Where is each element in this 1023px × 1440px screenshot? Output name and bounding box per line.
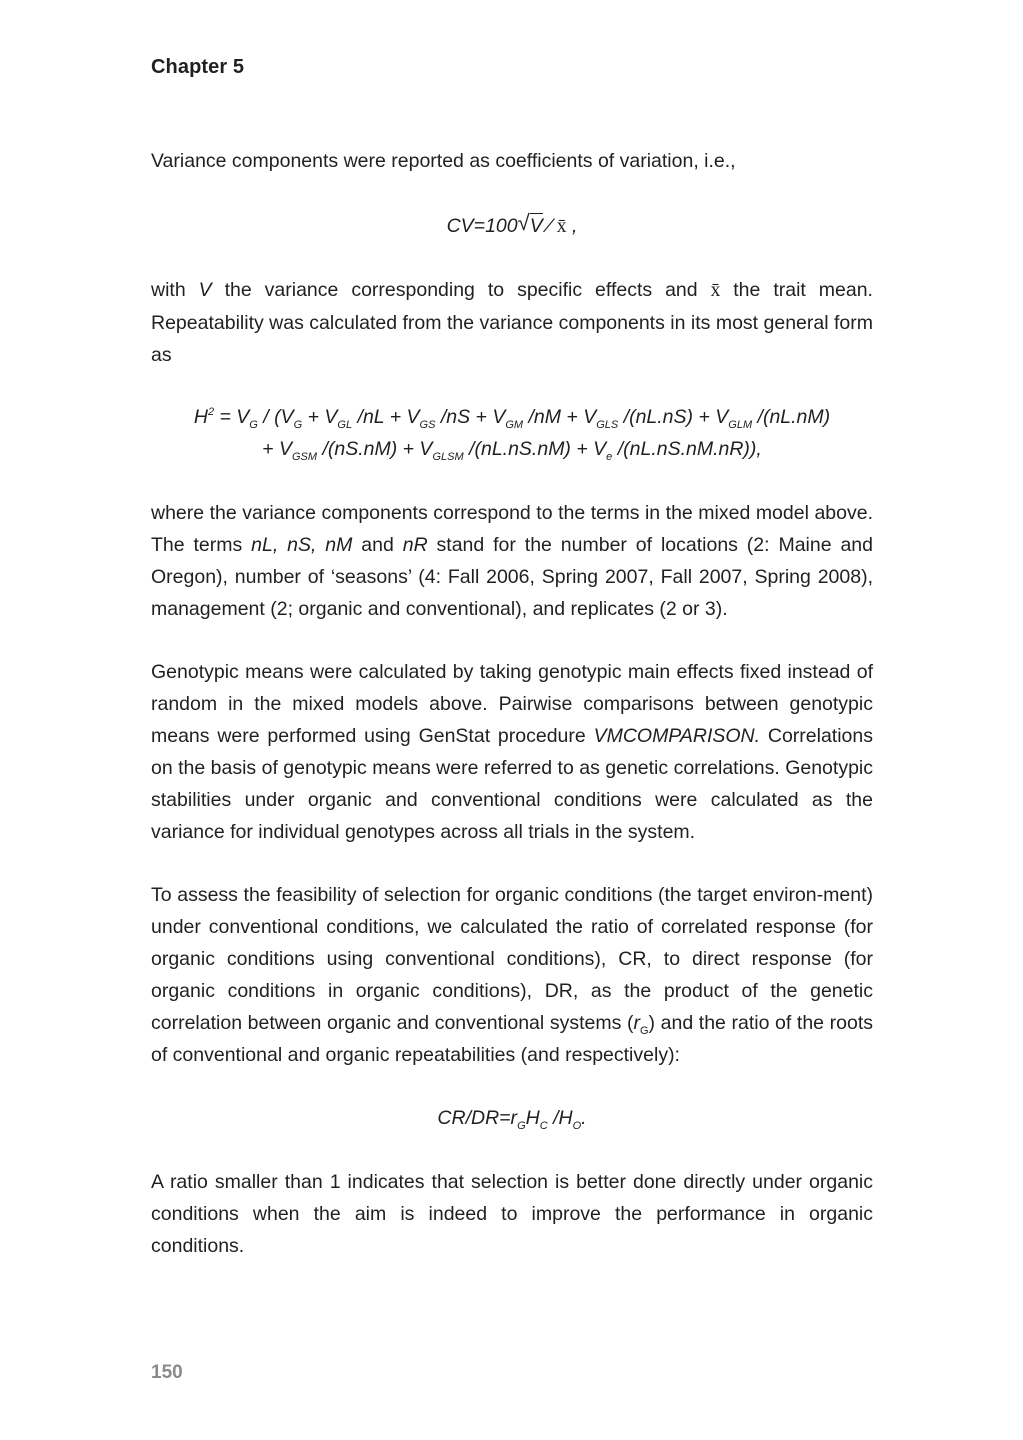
paragraph-variance-definition: [151, 274, 873, 371]
p3-text-3: stand for the number of locations (2: Maine and Oregon), number of ‘seasons’ (4: Fall 2006, Spring 2007, Fall 2007, Spring 2008), management (2; organic and conventional), and replicates (2 or 3).: [151, 534, 873, 620]
p5-text-1: To assess the feasibility of selection for organic conditions (the target environ-ment) under conventional conditions, we calculated the ratio of correlated response (for organic conditions using conventional conditions), CR, to direct response (for organic conditions in organic conditions), DR, as the product of the genetic correlation between organic and conventional systems (: [151, 884, 873, 1034]
p4-text-2: Correlations on the basis of genotypic means were referred to as genetic correlations. Genotypic stabilities under organic and conventional conditions were calculated as the variance for individual genotypes across all trials in the system.: [151, 725, 873, 843]
p3-italic-nr: nR: [402, 534, 428, 556]
p4-procedure-name: VMCOMPARISON.: [593, 725, 761, 747]
p3-text-1: where the variance components correspond to the terms in the mixed model above. The terms: [151, 502, 873, 556]
p4-text-1: Genotypic means were calculated by taking genotypic main effects fixed instead of random in the mixed models above. Pairwise comparisons between genotypic means were performed using GenStat procedure: [151, 661, 873, 747]
page-number: 150: [151, 1362, 183, 1383]
cv-divider: ⁄: [542, 215, 557, 237]
square-root-symbol: √: [517, 210, 530, 235]
cr-part: /H: [547, 1107, 573, 1129]
h2-term: + $V_{GSM}$: [262, 438, 318, 463]
h2-term: $/(nL.nS.nM) + V_e$: [463, 438, 613, 463]
p5-r: r: [633, 1012, 640, 1034]
h2-term: $/nL + V_{GS}$: [352, 406, 436, 431]
paragraph-genotypic-means: [151, 656, 873, 848]
cv-tail: ,: [566, 215, 578, 237]
running-head: Chapter 5: [151, 56, 245, 78]
h2-term: $/(nL.nS) + V_{GLM}$: [618, 406, 753, 431]
h2-term: = $V_G$: [214, 406, 258, 431]
equation-h2-line-1: [151, 401, 873, 433]
h2-term: + $V_{GL}$: [302, 406, 353, 431]
p3-italic-terms: nL, nS, nM: [251, 534, 353, 556]
h2-term: /(nL.nS.nM.nR)),: [612, 438, 762, 460]
p5-r-sub: G: [639, 1025, 649, 1037]
paragraph-model-terms: [151, 497, 873, 625]
cr-sub: G: [517, 1120, 526, 1132]
h2-term: $/(nS.nM) + V_{GLSM}$: [317, 438, 464, 463]
h2-term: $/nS + V_{GM}$: [435, 406, 524, 431]
cr-part: CR/DR=r: [437, 1107, 518, 1129]
p5-text-2: ) and the ratio of the roots of conventional and organic repeatabilities (and respectively):: [151, 1012, 873, 1066]
paragraph-cv-intro: Variance components were reported as coefficients of variation, i.e.,: [151, 150, 736, 172]
cv-lhs: CV=100: [446, 215, 518, 237]
equation-h2-line-2: [151, 433, 873, 465]
cr-part: H: [525, 1107, 540, 1129]
h2-term: $/nM + V_{GLS}$: [523, 406, 619, 431]
paragraph-ratio-conclusion: A ratio smaller than 1 indicates that selection is better done directly under organic conditions when the aim is indeed to improve the performance in organic conditions.: [151, 1171, 873, 1257]
p2-variable-v: V: [198, 279, 212, 301]
equation-cr-dr: [151, 1102, 873, 1134]
paragraph-selection-feasibility: [151, 879, 873, 1071]
cv-radicand: V: [529, 215, 543, 237]
cr-part: .: [581, 1107, 587, 1129]
p2-text-1: with: [151, 279, 199, 301]
p2-text-2: the variance corresponding to specific effects and: [211, 279, 711, 301]
cr-sub: C: [539, 1120, 548, 1132]
h2-term: /(nL.nM): [752, 406, 831, 428]
p3-text-2: and: [352, 534, 403, 556]
p2-text-3: the trait mean. Repeatability was calculated from the variance components in its most general form as: [151, 279, 873, 366]
cr-sub: O: [572, 1120, 582, 1132]
cv-mean-symbol: x̄: [556, 216, 567, 237]
h2-term: / ($V_G$: [257, 406, 303, 431]
h2-term: $H^2$: [193, 406, 215, 428]
equation-cv: [151, 209, 873, 243]
p2-mean-symbol: x̄: [710, 280, 721, 301]
